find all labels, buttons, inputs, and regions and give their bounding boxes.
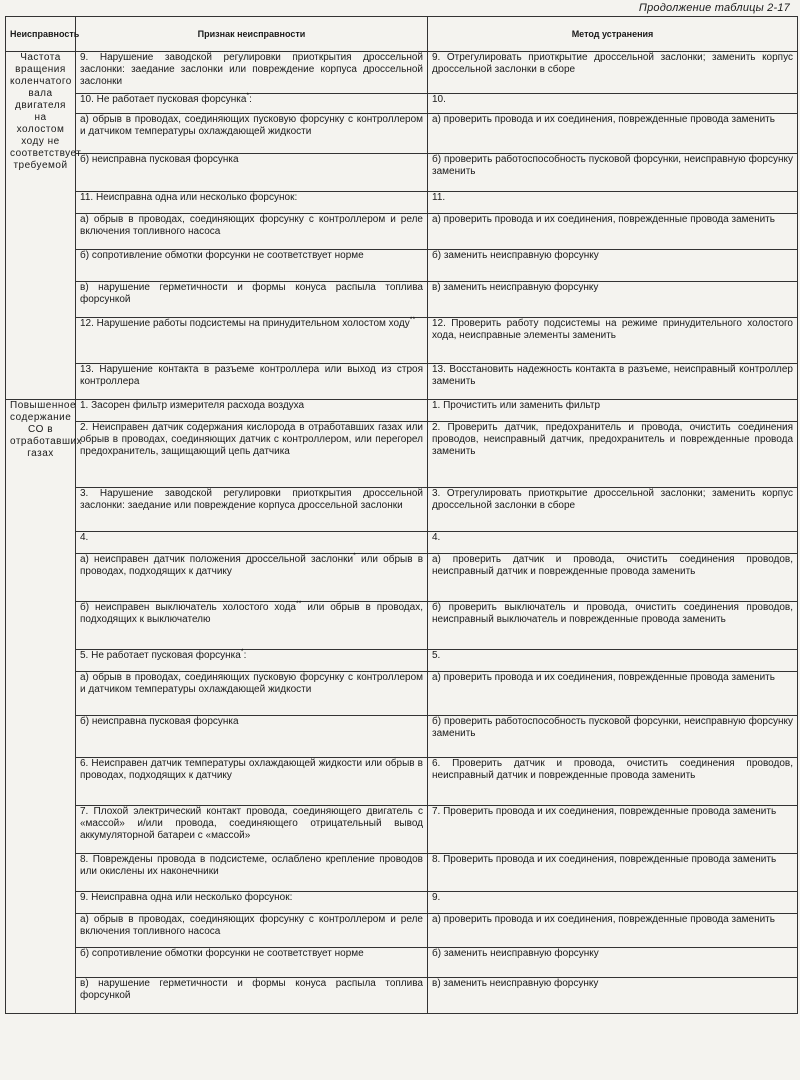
fault-cell: Повышенное содержание CO в отработавших газах xyxy=(6,400,76,1014)
method-cell: 13. Восстановить надежность контакта в разъеме, неисправный контроллер заменить xyxy=(428,364,798,400)
symptom-cell: в) нарушение герметичности и формы конуса распыла топлива форсункой xyxy=(76,978,428,1014)
table-row xyxy=(6,554,798,602)
table-row xyxy=(6,978,798,1014)
method-cell: 7. Проверить провода и их соединения, поврежденные провода заменить xyxy=(428,806,798,854)
method-cell: 11. xyxy=(428,192,798,214)
table-row xyxy=(6,422,798,488)
table-row xyxy=(6,250,798,282)
method-cell: а) проверить датчик и провода, очистить соединения проводов, неисправный датчик и поврежденные провода заменить xyxy=(428,554,798,602)
method-cell: 1. Прочистить или заменить фильтр xyxy=(428,400,798,422)
method-cell: 3. Отрегулировать приоткрытие дроссельной заслонки; заменить корпус дроссельной заслонки в сборе xyxy=(428,488,798,532)
method-cell: б) проверить работоспособность пусковой форсунки, неисправную форсунку заменить xyxy=(428,716,798,758)
table-caption: Продолжение таблицы 2-17 xyxy=(638,2,790,14)
method-cell: 9. xyxy=(428,892,798,914)
symptom-cell: в) нарушение герметичности и формы конуса распыла топлива форсункой xyxy=(76,282,428,318)
method-cell: б) проверить выключатель и провода, очистить соединения проводов, неисправный выключатель и поврежденные провода заменить xyxy=(428,602,798,650)
table-row xyxy=(6,854,798,892)
header-fault: Неисправность xyxy=(6,17,76,52)
table-row xyxy=(6,114,798,154)
method-cell: а) проверить провода и их соединения, поврежденные провода заменить xyxy=(428,672,798,716)
method-cell: 5. xyxy=(428,650,798,672)
table-row xyxy=(6,948,798,978)
symptom-cell: 13. Нарушение контакта в разъеме контроллера или выход из строя контроллера xyxy=(76,364,428,400)
table-row xyxy=(6,94,798,114)
method-cell: 9. Отрегулировать приоткрытие дроссельной заслонки; заменить корпус дроссельной заслонки в сборе xyxy=(428,52,798,94)
symptom-cell: 5. Не работает пусковая форсунка*: xyxy=(76,650,428,672)
table-row xyxy=(6,806,798,854)
symptom-cell: 4. xyxy=(76,532,428,554)
symptom-cell: 6. Неисправен датчик температуры охлаждающей жидкости или обрыв в проводах, подходящих к датчику xyxy=(76,758,428,806)
symptom-cell: а) обрыв в проводах, соединяющих пусковую форсунку с контроллером и датчиком температуры охлаждающей жидкости xyxy=(76,114,428,154)
table-row xyxy=(6,716,798,758)
table-row xyxy=(6,214,798,250)
table-row xyxy=(6,650,798,672)
symptom-cell: б) сопротивление обмотки форсунки не соответствует норме xyxy=(76,250,428,282)
table-row xyxy=(6,400,798,422)
method-cell: б) заменить неисправную форсунку xyxy=(428,948,798,978)
header-method: Метод устранения xyxy=(428,17,798,52)
symptom-cell: а) обрыв в проводах, соединяющих форсунку с контроллером и реле включения топливного насоса xyxy=(76,214,428,250)
symptom-cell: а) обрыв в проводах, соединяющих пусковую форсунку с контроллером и датчиком температуры охлаждающей жидкости xyxy=(76,672,428,716)
method-cell: 8. Проверить провода и их соединения, поврежденные провода заменить xyxy=(428,854,798,892)
symptom-cell: 1. Засорен фильтр измерителя расхода воздуха xyxy=(76,400,428,422)
symptom-cell: 9. Нарушение заводской регулировки приоткрытия дроссельной заслонки: заедание заслонки или повреждение корпуса дроссельной заслонки xyxy=(76,52,428,94)
symptom-cell: 2. Неисправен датчик содержания кислорода в отработавших газах или обрыв в проводах, соединяющих датчик с контроллером, или перегорел предохранитель, защищающий цепь датчика xyxy=(76,422,428,488)
table-row xyxy=(6,488,798,532)
method-cell: 10. xyxy=(428,94,798,114)
table-row xyxy=(6,154,798,192)
method-cell: 2. Проверить датчик, предохранитель и провода, очистить соединения проводов, неисправный датчик, предохранитель и поврежденные провода заменить xyxy=(428,422,798,488)
method-cell: а) проверить провода и их соединения, поврежденные провода заменить xyxy=(428,114,798,154)
table-row xyxy=(6,758,798,806)
symptom-cell: б) неисправна пусковая форсунка xyxy=(76,716,428,758)
symptom-cell: 8. Повреждены провода в подсистеме, ослаблено крепление проводов или окислены их наконечники xyxy=(76,854,428,892)
symptom-cell: 11. Неисправна одна или несколько форсунок: xyxy=(76,192,428,214)
method-cell: 6. Проверить датчик и провода, очистить соединения проводов, неисправный датчик и поврежденные провода заменить xyxy=(428,758,798,806)
symptom-cell: 7. Плохой электрический контакт провода, соединяющего двигатель с «массой» и/или провода, соединяющего отрицательный вывод аккумуляторной батареи с «массой» xyxy=(76,806,428,854)
table-row xyxy=(6,672,798,716)
fault-table xyxy=(5,16,798,1014)
table-row xyxy=(6,892,798,914)
symptom-cell: а) обрыв в проводах, соединяющих форсунку с контроллером и реле включения топливного насоса xyxy=(76,914,428,948)
table-row xyxy=(6,602,798,650)
table-row xyxy=(6,532,798,554)
symptom-cell: а) неисправен датчик положения дроссельной заслонки* или обрыв в проводах, подходящих к датчику xyxy=(76,554,428,602)
fault-cell: Частота вращения коленчатого вала двигателя на холостом ходу не соответствует требуемой xyxy=(6,52,76,400)
table-row xyxy=(6,318,798,364)
method-cell: 12. Проверить работу подсистемы на режиме принудительного холостого хода, неисправные элементы заменить xyxy=(428,318,798,364)
table-row xyxy=(6,914,798,948)
method-cell: 4. xyxy=(428,532,798,554)
method-cell: а) проверить провода и их соединения, поврежденные провода заменить xyxy=(428,214,798,250)
table-row xyxy=(6,282,798,318)
header-row xyxy=(6,17,798,52)
symptom-cell: б) неисправна пусковая форсунка xyxy=(76,154,428,192)
symptom-cell: б) сопротивление обмотки форсунки не соответствует норме xyxy=(76,948,428,978)
method-cell: б) проверить работоспособность пусковой форсунки, неисправную форсунку заменить xyxy=(428,154,798,192)
table-row xyxy=(6,192,798,214)
symptom-cell: 12. Нарушение работы подсистемы на принудительном холостом ходу** xyxy=(76,318,428,364)
symptom-cell: 10. Не работает пусковая форсунка*: xyxy=(76,94,428,114)
table-row xyxy=(6,364,798,400)
method-cell: б) заменить неисправную форсунку xyxy=(428,250,798,282)
symptom-cell: б) неисправен выключатель холостого хода** или обрыв в проводах, подходящих к выключателю xyxy=(76,602,428,650)
table-row xyxy=(6,52,798,94)
method-cell: в) заменить неисправную форсунку xyxy=(428,282,798,318)
method-cell: а) проверить провода и их соединения, поврежденные провода заменить xyxy=(428,914,798,948)
symptom-cell: 9. Неисправна одна или несколько форсунок: xyxy=(76,892,428,914)
header-symptom: Признак неисправности xyxy=(76,17,428,52)
symptom-cell: 3. Нарушение заводской регулировки приоткрытия дроссельной заслонки: заедание или повреждение корпуса дроссельной заслонки xyxy=(76,488,428,532)
method-cell: в) заменить неисправную форсунку xyxy=(428,978,798,1014)
